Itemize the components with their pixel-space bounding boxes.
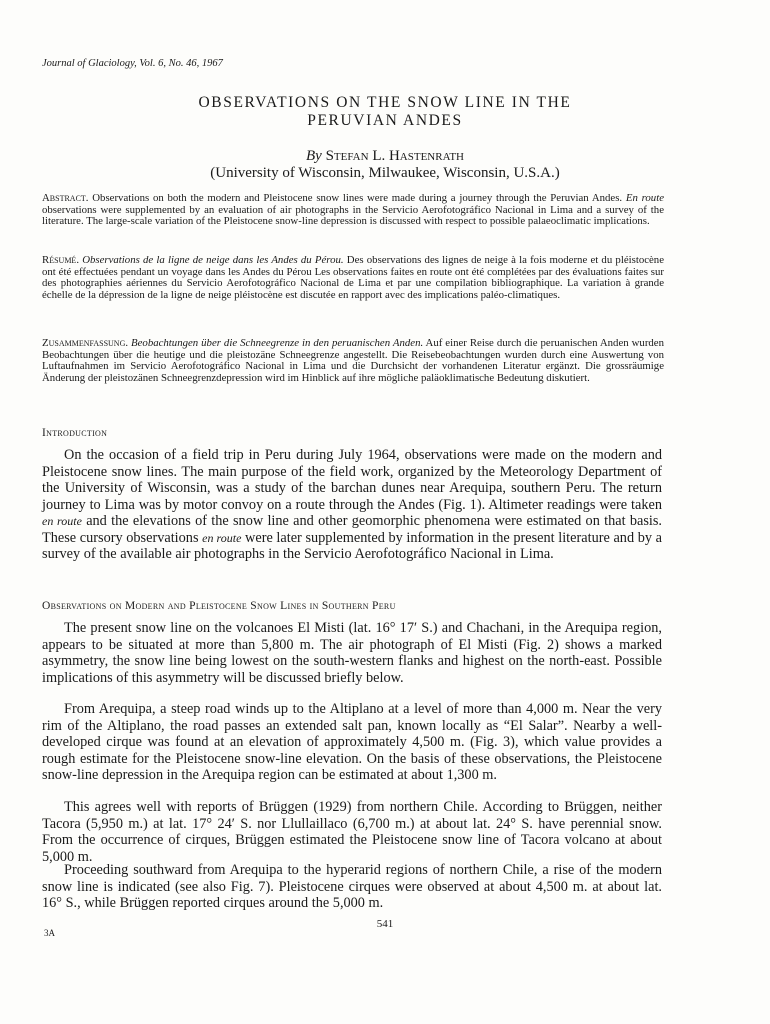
paragraph-4: Proceeding southward from Arequipa to the hyperarid regions of northern Chile, a rise of the modern snow line is indicated (see also Fig. 7). Pleistocene cirques were observed at about 4,500 m. at about lat. 16° S., while Brüggen reported cirques around the 5,000 m. (42, 862, 662, 911)
paragraph-1: The present snow line on the volcanoes El Misti (lat. 16° 17′ S.) and Chachani, in the Arequipa region, appears to be situated at more than 5,800 m. The air photograph of El Misti (Fig. 2) shows a marked asymmetry, the snow line being lowest on the south-western flanks and highest on the north-east. Possible implications of this asymmetry will be discussed briefly below. (42, 620, 662, 686)
page-number: 541 (376, 918, 394, 930)
signature-mark: 3A (44, 928, 55, 938)
resume-title: Observations de la ligne de neige dans les Andes du Pérou. (79, 254, 344, 266)
byline-by: By (306, 148, 322, 164)
byline (0, 148, 770, 165)
author-name: Stefan L. Hastenrath (325, 148, 464, 164)
abstract-german (42, 338, 664, 384)
abstract-enroute: En route (625, 192, 664, 204)
abstract-label: Abstract. (42, 192, 89, 204)
zusammenfassung-label: Zusammenfassung. (42, 337, 129, 349)
title-line-2: PERUVIAN ANDES (307, 112, 463, 129)
abstract-text-1: Observations on both the modern and Pleistocene snow lines were made during a journey through the Peruvian Andes. (88, 192, 626, 204)
intro-enroute-1: en route (42, 514, 82, 528)
resume-label: Résumé. (42, 254, 80, 266)
resume-text: Des observations des lignes de neige à la fois moderne et du pléistocène ont été effectuées pendant un voyage dans les Andes du Pérou Les observations faites en route ont été complétées par des évaluations faites sur des photographies aériennes du Servicio Aerofotográfico Nacional de Lima et par une compilation bibliographique. La variation à grande échelle de la dépression de la ligne de neige pléistocène est discutée en rapport avec des implications paléo-climatiques. (42, 254, 664, 301)
intro-text-3: were later supplemented by information in the present literature and by a survey of the available air photographs in the Servicio Aerofotográfico Nacional in Lima. (42, 529, 662, 562)
section-heading-observations: Observations on Modern and Pleistocene Snow Lines in Southern Peru (42, 600, 396, 612)
zusammenfassung-title: Beobachtungen über die Schneegrenze in den peruanischen Anden. (128, 337, 424, 349)
abstract-english (42, 193, 664, 228)
abstract-text-2: observations were supplemented by an evaluation of air photographs in the Servicio Aerofotográfico Nacional in Lima and a survey of the literature. The large-scale variation of the Pleistocene snow-line depression is discussed with respect to possible palaeoclimatic implications. (42, 203, 664, 228)
intro-text-2: and the elevations of the snow line and other geomorphic phenomena were estimated on that basis. These cursory observations (42, 513, 662, 546)
abstract-french (42, 255, 664, 301)
intro-paragraph (42, 447, 662, 563)
title-line-1: OBSERVATIONS ON THE SNOW LINE IN THE (198, 94, 572, 111)
affiliation: (University of Wisconsin, Milwaukee, Wisconsin, U.S.A.) (210, 165, 560, 181)
paragraph-3: This agrees well with reports of Brüggen (1929) from northern Chile. According to Brüggen, neither Tacora (5,950 m.) at lat. 17° 24′ S. nor Llullaillaco (6,700 m.) at about lat. 24° S. have perennial snow. From the occurrence of cirques, Brüggen estimated the Pleistocene snow line of Tacora volcano at about 5,000 m. (42, 799, 662, 865)
intro-text-1: On the occasion of a field trip in Peru during July 1964, observations were made on the modern and Pleistocene snow lines. The main purpose of the field work, organized by the Meteorology Department of the University of Wisconsin, was a study of the barchan dunes near Arequipa, southern Peru. The return journey to Lima was by motor convoy on a route through the Andes (Fig. 1). Altimeter readings were taken (42, 447, 662, 513)
zusammenfassung-text: Auf einer Reise durch die peruanischen Anden wurden Beobachtungen über die heutige und die pleistozäne Schneegrenze angestellt. Die Reisebeobachtungen wurden durch eine Auswertung von Luftaufnahmen im Servicio Aerofotográfico Nacional in Lima und die Durchsicht der vorhandenen Literatur ergänzt. Die grossräumige Änderung der pleistozänen Schneegrenzdepression wird im Hinblick auf ihre mögliche paläoklimatische Bedeutung diskutiert. (42, 337, 664, 384)
section-heading-introduction: Introduction (42, 427, 108, 439)
paragraph-2: From Arequipa, a steep road winds up to the Altiplano at a level of more than 4,000 m. Near the very rim of the Altiplano, the road passes an extended salt pan, known locally as “El Salar”. Nearby a well-developed cirque was found at an elevation of approximately 4,500 m. (Fig. 3), which value provides a rough estimate for the Pleistocene snow-line elevation. On the basis of these observations, the Pleistocene snow-line depression in the Arequipa region can be estimated at about 1,300 m. (42, 701, 662, 783)
journal-citation: Journal of Glaciology, Vol. 6, No. 46, 1967 (42, 58, 223, 69)
article-title (0, 94, 770, 130)
intro-enroute-2: en route (202, 530, 242, 545)
